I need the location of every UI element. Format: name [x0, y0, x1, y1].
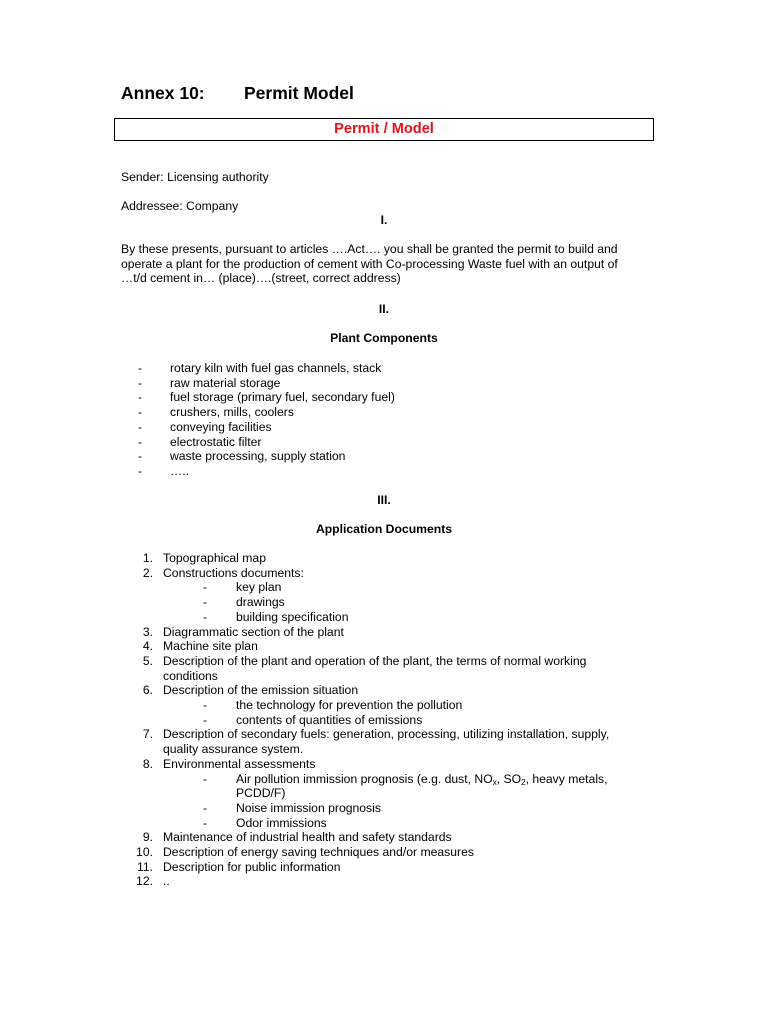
- plant-components-list: - rotary kiln with fuel gas channels, stack - raw material storage - fuel storage (primary fuel, secondary fuel) - crushers, mills, coolers - conveying facilities - electrostatic filter - waste processing, supply station - …..: [138, 361, 395, 478]
- permit-title-box: [114, 118, 654, 141]
- sender-line: Sender: Licensing authority: [121, 170, 269, 184]
- list-subitem: - building specification: [203, 609, 349, 624]
- list-item: 12. ..: [136, 874, 170, 889]
- paragraph-line: …t/d cement in… (place)….(street, correct address): [121, 271, 401, 286]
- list-subitem-continuation: PCDD/F): [236, 786, 286, 801]
- section-2-heading: Plant Components: [330, 331, 438, 345]
- list-subitem: - contents of quantities of emissions: [203, 712, 423, 727]
- addressee-line: Addressee: Company: [121, 199, 239, 213]
- section-1-paragraph: [121, 242, 661, 286]
- list-item: 1. Topographical map: [142, 551, 266, 565]
- list-item-continuation: quality assurance system.: [163, 742, 304, 757]
- list-subitem: - drawings: [203, 595, 285, 610]
- list-item: 2. Constructions documents:: [142, 565, 304, 580]
- annex-heading: [121, 83, 354, 103]
- list-item: 4. Machine site plan: [142, 639, 258, 654]
- annex-title: Permit Model: [244, 83, 354, 103]
- section-1-numeral: I.: [380, 213, 388, 227]
- list-item: 8. Environmental assessments: [142, 756, 316, 771]
- list-subitem: - Odor immissions: [203, 815, 327, 830]
- section-3-heading: Application Documents: [315, 522, 453, 536]
- list-item: 9. Maintenance of industrial health and safety standards: [142, 830, 452, 845]
- paragraph-line: operate a plant for the production of cement with Co-processing Waste fuel with an output of: [121, 256, 618, 271]
- list-item: 6. Description of the emission situation: [142, 683, 359, 698]
- list-item: 10. Description of energy saving techniques and/or measures: [136, 845, 474, 859]
- list-item-continuation: conditions: [163, 668, 218, 683]
- list-item: 11. Description for public information: [136, 859, 341, 874]
- list-subitem: - the technology for prevention the pollution: [203, 698, 463, 712]
- list-item: 3. Diagrammatic section of the plant: [142, 624, 344, 639]
- list-subitem: - Noise immission prognosis: [203, 800, 381, 815]
- list-item: 5. Description of the plant and operation of the plant, the terms of normal working: [142, 653, 587, 668]
- section-2-numeral: II.: [378, 302, 390, 316]
- section-3-numeral: III.: [377, 493, 391, 507]
- application-documents-list: [0, 551, 768, 896]
- list-subitem: - Air pollution immission prognosis (e.g. dust, $NO_x$, $SO_2$, heavy metals,: [203, 771, 608, 787]
- paragraph-line: By these presents, pursuant to articles ….Act…. you shall be granted the permit to build and: [121, 242, 618, 256]
- list-item: 7. Description of secondary fuels: generation, processing, utilizing installation, supply,: [142, 727, 610, 742]
- list-subitem: - key plan: [203, 580, 282, 595]
- permit-title: Permit / Model: [334, 121, 434, 137]
- annex-label: Annex 10:: [121, 83, 205, 103]
